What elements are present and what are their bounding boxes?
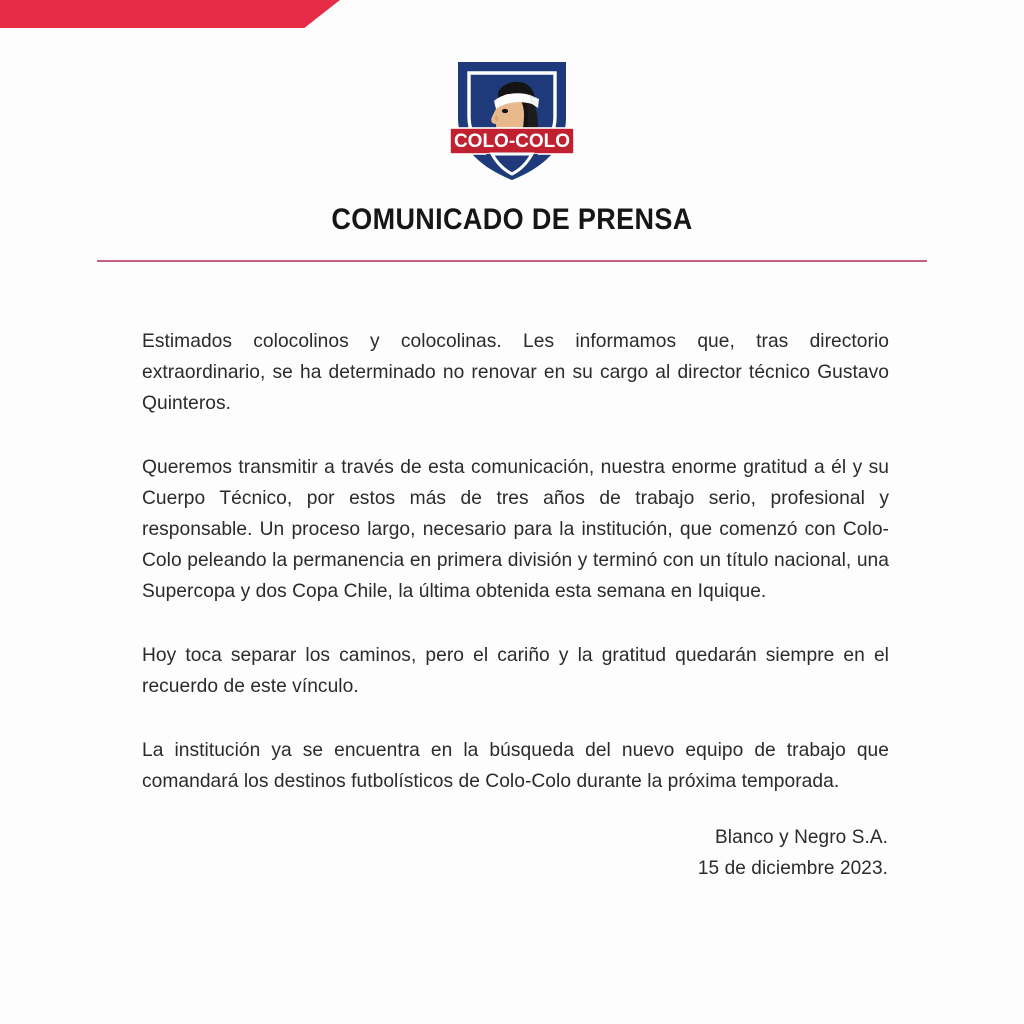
- header-divider: [97, 260, 927, 262]
- paragraph-3: Hoy toca separar los caminos, pero el cariño y la gratitud quedarán siempre en el recuerdo de este vínculo.: [142, 645, 889, 697]
- signature-block: [0, 822, 888, 884]
- colo-colo-crest-icon: [446, 56, 578, 184]
- body-text-column: [142, 326, 889, 797]
- paragraph-4: La institución ya se encuentra en la búsqueda del nuevo equipo de trabajo que comandará los destinos futbolísticos de Colo-Colo durante la próxima temporada.: [142, 740, 889, 792]
- page-title: COMUNICADO DE PRENSA: [331, 203, 693, 236]
- top-accent-banner: [0, 0, 340, 28]
- signature-organization: Blanco y Negro S.A.: [715, 827, 888, 848]
- paragraph-1: Estimados colocolinos y colocolinas. Les informamos que, tras directorio extraordinario, se ha determinado no renovar en su cargo al director técnico Gustavo Quinteros.: [142, 331, 889, 414]
- crest-banner-text: COLO-COLO: [453, 131, 571, 152]
- crest-container: [0, 56, 1024, 184]
- signature-date: 15 de diciembre 2023.: [697, 858, 888, 879]
- paragraph-2: Queremos transmitir a través de esta comunicación, nuestra enorme gratitud a él y su Cuerpo Técnico, por estos más de tres años de trabajo serio, profesional y responsable. Un proceso largo, necesario para la institución, que comenzó con Colo-Colo peleando la permanencia en primera división y terminó con un título nacional, una Supercopa y dos Copa Chile, la última obtenida esta semana en Iquique.: [142, 457, 889, 602]
